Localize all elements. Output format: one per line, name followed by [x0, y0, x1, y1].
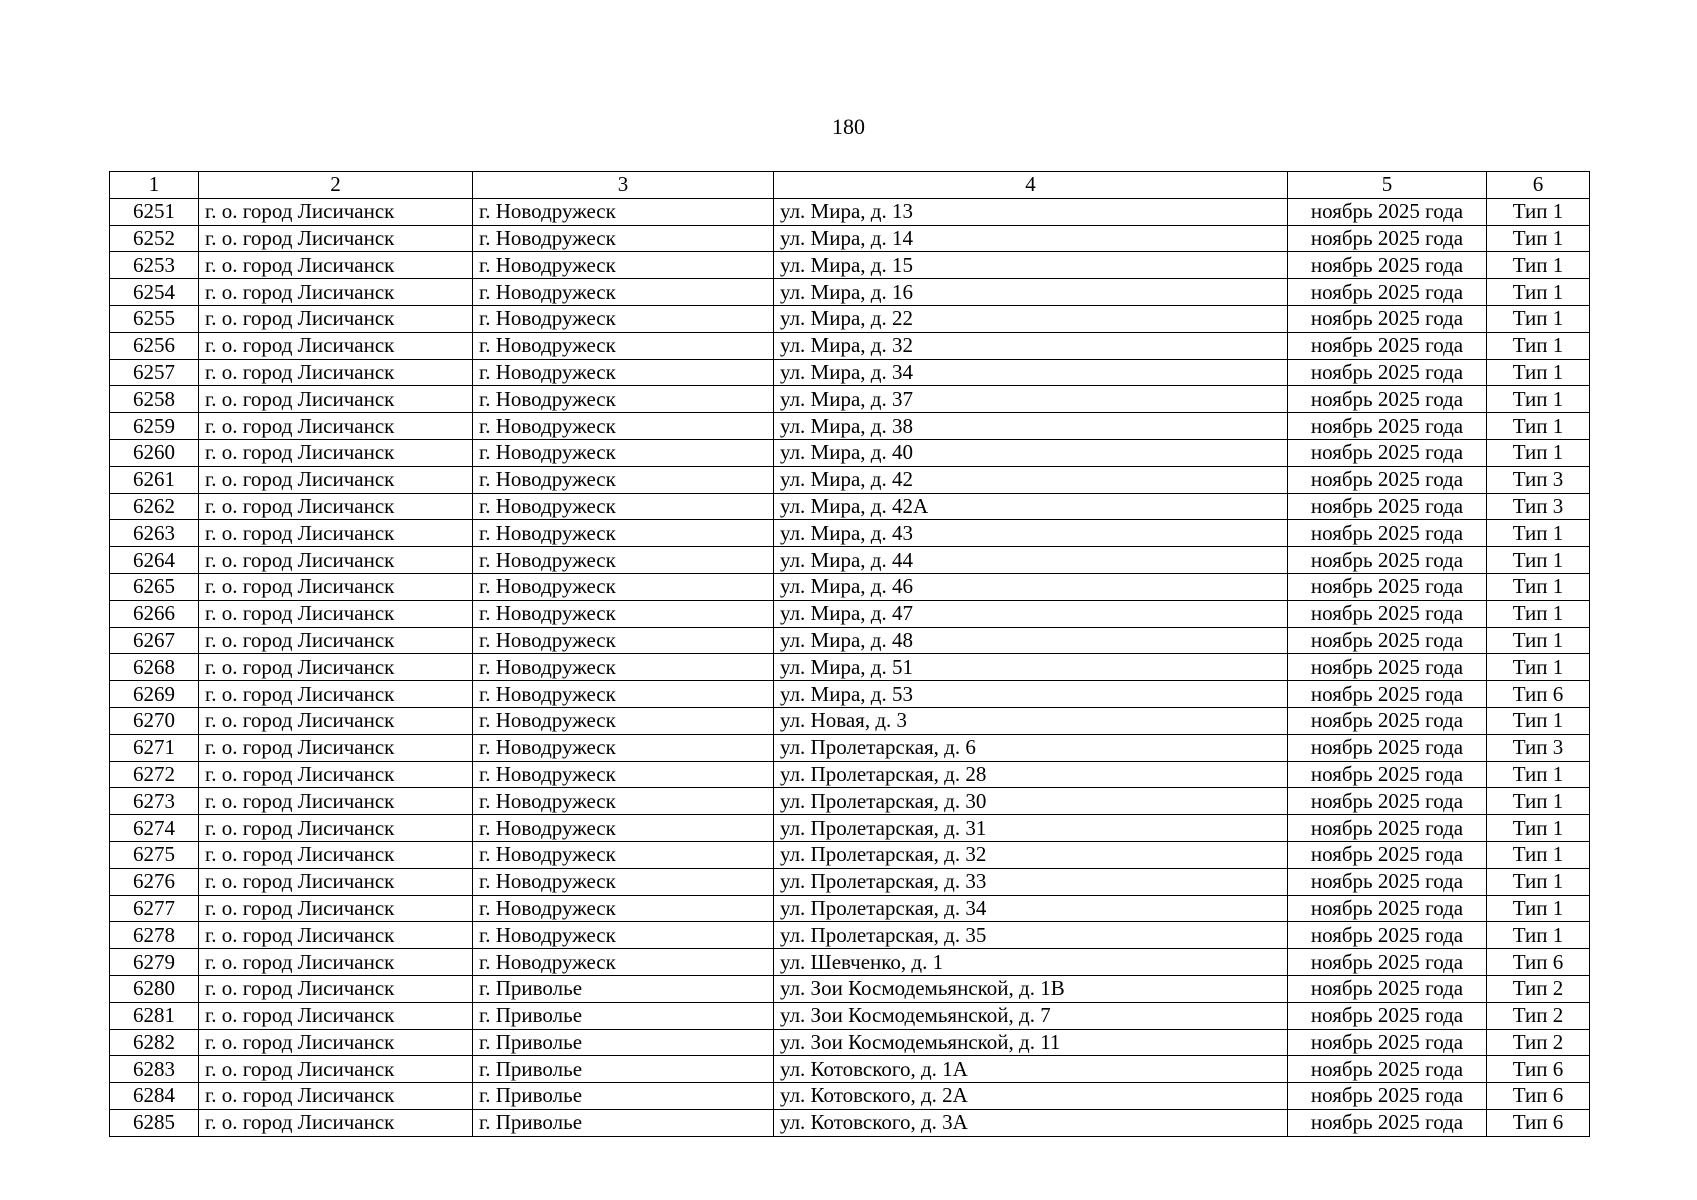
address-cell: ул. Пролетарская, д. 31: [774, 815, 1288, 842]
address-cell: ул. Мира, д. 53: [774, 681, 1288, 708]
municipality-cell: г. о. город Лисичанск: [199, 895, 473, 922]
deadline-cell: ноябрь 2025 года: [1288, 600, 1487, 627]
settlement-cell: г. Приволье: [473, 975, 774, 1002]
municipality-cell: г. о. город Лисичанск: [199, 681, 473, 708]
deadline-cell: ноябрь 2025 года: [1288, 922, 1487, 949]
type-cell: Тип 1: [1487, 198, 1590, 225]
type-cell: Тип 2: [1487, 975, 1590, 1002]
deadline-cell: ноябрь 2025 года: [1288, 520, 1487, 547]
address-cell: ул. Пролетарская, д. 28: [774, 761, 1288, 788]
row-number: 6274: [110, 815, 199, 842]
table-row: [110, 1083, 1590, 1110]
municipality-cell: г. о. город Лисичанск: [199, 520, 473, 547]
settlement-cell: г. Новодружеск: [473, 841, 774, 868]
address-cell: ул. Зои Космодемьянской, д. 7: [774, 1002, 1288, 1029]
row-number: 6283: [110, 1056, 199, 1083]
settlement-cell: г. Новодружеск: [473, 279, 774, 306]
table-row: [110, 332, 1590, 359]
deadline-cell: ноябрь 2025 года: [1288, 707, 1487, 734]
municipality-cell: г. о. город Лисичанск: [199, 707, 473, 734]
type-cell: Тип 1: [1487, 573, 1590, 600]
municipality-cell: г. о. город Лисичанск: [199, 493, 473, 520]
table-row: [110, 305, 1590, 332]
deadline-cell: ноябрь 2025 года: [1288, 895, 1487, 922]
type-cell: Тип 1: [1487, 547, 1590, 574]
deadline-cell: ноябрь 2025 года: [1288, 386, 1487, 413]
type-cell: Тип 1: [1487, 707, 1590, 734]
table-row: [110, 493, 1590, 520]
row-number: 6262: [110, 493, 199, 520]
row-number: 6265: [110, 573, 199, 600]
settlement-cell: г. Приволье: [473, 1056, 774, 1083]
settlement-cell: г. Новодружеск: [473, 707, 774, 734]
municipality-cell: г. о. город Лисичанск: [199, 359, 473, 386]
settlement-cell: г. Новодружеск: [473, 359, 774, 386]
type-cell: Тип 3: [1487, 493, 1590, 520]
row-number: 6261: [110, 466, 199, 493]
type-cell: Тип 1: [1487, 332, 1590, 359]
row-number: 6260: [110, 439, 199, 466]
type-cell: Тип 1: [1487, 305, 1590, 332]
row-number: 6254: [110, 279, 199, 306]
municipality-cell: г. о. город Лисичанск: [199, 386, 473, 413]
row-number: 6259: [110, 413, 199, 440]
row-number: 6282: [110, 1029, 199, 1056]
type-cell: Тип 6: [1487, 1056, 1590, 1083]
deadline-cell: ноябрь 2025 года: [1288, 279, 1487, 306]
table-row: [110, 600, 1590, 627]
deadline-cell: ноябрь 2025 года: [1288, 788, 1487, 815]
type-cell: Тип 1: [1487, 654, 1590, 681]
municipality-cell: г. о. город Лисичанск: [199, 1056, 473, 1083]
address-cell: ул. Шевченко, д. 1: [774, 949, 1288, 976]
municipality-cell: г. о. город Лисичанск: [199, 1002, 473, 1029]
type-cell: Тип 1: [1487, 788, 1590, 815]
row-number: 6281: [110, 1002, 199, 1029]
table-row: [110, 547, 1590, 574]
row-number: 6285: [110, 1109, 199, 1136]
row-number: 6256: [110, 332, 199, 359]
table-row: [110, 252, 1590, 279]
settlement-cell: г. Новодружеск: [473, 305, 774, 332]
row-number: 6257: [110, 359, 199, 386]
table-row: [110, 815, 1590, 842]
table-row: [110, 573, 1590, 600]
column-header: 2: [199, 172, 473, 199]
row-number: 6284: [110, 1083, 199, 1110]
municipality-cell: г. о. город Лисичанск: [199, 788, 473, 815]
type-cell: Тип 1: [1487, 413, 1590, 440]
settlement-cell: г. Новодружеск: [473, 654, 774, 681]
address-cell: ул. Мира, д. 14: [774, 225, 1288, 252]
address-cell: ул. Мира, д. 51: [774, 654, 1288, 681]
type-cell: Тип 1: [1487, 841, 1590, 868]
type-cell: Тип 6: [1487, 949, 1590, 976]
address-cell: ул. Зои Космодемьянской, д. 1В: [774, 975, 1288, 1002]
settlement-cell: г. Новодружеск: [473, 868, 774, 895]
address-cell: ул. Мира, д. 38: [774, 413, 1288, 440]
address-cell: ул. Мира, д. 43: [774, 520, 1288, 547]
table-row: [110, 975, 1590, 1002]
municipality-cell: г. о. город Лисичанск: [199, 1109, 473, 1136]
table-row: [110, 359, 1590, 386]
address-cell: ул. Мира, д. 42А: [774, 493, 1288, 520]
row-number: 6258: [110, 386, 199, 413]
deadline-cell: ноябрь 2025 года: [1288, 252, 1487, 279]
deadline-cell: ноябрь 2025 года: [1288, 573, 1487, 600]
settlement-cell: г. Новодружеск: [473, 761, 774, 788]
settlement-cell: г. Приволье: [473, 1029, 774, 1056]
municipality-cell: г. о. город Лисичанск: [199, 922, 473, 949]
settlement-cell: г. Новодружеск: [473, 895, 774, 922]
type-cell: Тип 6: [1487, 1109, 1590, 1136]
type-cell: Тип 3: [1487, 734, 1590, 761]
address-cell: ул. Мира, д. 44: [774, 547, 1288, 574]
table-row: [110, 466, 1590, 493]
row-number: 6268: [110, 654, 199, 681]
deadline-cell: ноябрь 2025 года: [1288, 841, 1487, 868]
row-number: 6263: [110, 520, 199, 547]
deadline-cell: ноябрь 2025 года: [1288, 949, 1487, 976]
table-row: [110, 949, 1590, 976]
type-cell: Тип 1: [1487, 815, 1590, 842]
address-cell: ул. Котовского, д. 1А: [774, 1056, 1288, 1083]
type-cell: Тип 2: [1487, 1002, 1590, 1029]
type-cell: Тип 1: [1487, 922, 1590, 949]
address-cell: ул. Мира, д. 34: [774, 359, 1288, 386]
settlement-cell: г. Новодружеск: [473, 332, 774, 359]
settlement-cell: г. Новодружеск: [473, 493, 774, 520]
settlement-cell: г. Новодружеск: [473, 466, 774, 493]
type-cell: Тип 1: [1487, 279, 1590, 306]
table-row: [110, 198, 1590, 225]
row-number: 6279: [110, 949, 199, 976]
municipality-cell: г. о. город Лисичанск: [199, 332, 473, 359]
address-cell: ул. Мира, д. 37: [774, 386, 1288, 413]
deadline-cell: ноябрь 2025 года: [1288, 305, 1487, 332]
type-cell: Тип 1: [1487, 895, 1590, 922]
table-row: [110, 654, 1590, 681]
municipality-cell: г. о. город Лисичанск: [199, 654, 473, 681]
settlement-cell: г. Новодружеск: [473, 520, 774, 547]
table-row: [110, 520, 1590, 547]
settlement-cell: г. Новодружеск: [473, 439, 774, 466]
deadline-cell: ноябрь 2025 года: [1288, 1002, 1487, 1029]
municipality-cell: г. о. город Лисичанск: [199, 413, 473, 440]
type-cell: Тип 1: [1487, 520, 1590, 547]
address-cell: ул. Котовского, д. 3А: [774, 1109, 1288, 1136]
type-cell: Тип 1: [1487, 359, 1590, 386]
municipality-cell: г. о. город Лисичанск: [199, 198, 473, 225]
type-cell: Тип 3: [1487, 466, 1590, 493]
row-number: 6266: [110, 600, 199, 627]
municipality-cell: г. о. город Лисичанск: [199, 627, 473, 654]
deadline-cell: ноябрь 2025 года: [1288, 761, 1487, 788]
address-cell: ул. Пролетарская, д. 34: [774, 895, 1288, 922]
deadline-cell: ноябрь 2025 года: [1288, 359, 1487, 386]
settlement-cell: г. Новодружеск: [473, 815, 774, 842]
table-row: [110, 868, 1590, 895]
row-number: 6253: [110, 252, 199, 279]
deadline-cell: ноябрь 2025 года: [1288, 547, 1487, 574]
address-cell: ул. Мира, д. 42: [774, 466, 1288, 493]
deadline-cell: ноябрь 2025 года: [1288, 413, 1487, 440]
column-header: 4: [774, 172, 1288, 199]
row-number: 6267: [110, 627, 199, 654]
row-number: 6273: [110, 788, 199, 815]
address-cell: ул. Пролетарская, д. 30: [774, 788, 1288, 815]
table-row: [110, 1109, 1590, 1136]
deadline-cell: ноябрь 2025 года: [1288, 466, 1487, 493]
table-body: [110, 198, 1590, 1136]
settlement-cell: г. Новодружеск: [473, 949, 774, 976]
table-row: [110, 895, 1590, 922]
settlement-cell: г. Новодружеск: [473, 627, 774, 654]
row-number: 6269: [110, 681, 199, 708]
deadline-cell: ноябрь 2025 года: [1288, 654, 1487, 681]
municipality-cell: г. о. город Лисичанск: [199, 439, 473, 466]
deadline-cell: ноябрь 2025 года: [1288, 734, 1487, 761]
deadline-cell: ноябрь 2025 года: [1288, 332, 1487, 359]
type-cell: Тип 6: [1487, 681, 1590, 708]
municipality-cell: г. о. город Лисичанск: [199, 573, 473, 600]
column-header: 1: [110, 172, 199, 199]
municipality-cell: г. о. город Лисичанск: [199, 279, 473, 306]
address-table: [109, 171, 1590, 1137]
municipality-cell: г. о. город Лисичанск: [199, 761, 473, 788]
municipality-cell: г. о. город Лисичанск: [199, 868, 473, 895]
address-cell: ул. Зои Космодемьянской, д. 11: [774, 1029, 1288, 1056]
row-number: 6252: [110, 225, 199, 252]
table-row: [110, 841, 1590, 868]
address-cell: ул. Мира, д. 40: [774, 439, 1288, 466]
settlement-cell: г. Приволье: [473, 1109, 774, 1136]
settlement-cell: г. Новодружеск: [473, 600, 774, 627]
type-cell: Тип 1: [1487, 252, 1590, 279]
settlement-cell: г. Новодружеск: [473, 386, 774, 413]
table-header-row: [110, 172, 1590, 199]
address-cell: ул. Новая, д. 3: [774, 707, 1288, 734]
address-cell: ул. Мира, д. 22: [774, 305, 1288, 332]
row-number: 6272: [110, 761, 199, 788]
type-cell: Тип 1: [1487, 600, 1590, 627]
settlement-cell: г. Новодружеск: [473, 573, 774, 600]
row-number: 6251: [110, 198, 199, 225]
municipality-cell: г. о. город Лисичанск: [199, 841, 473, 868]
municipality-cell: г. о. город Лисичанск: [199, 949, 473, 976]
type-cell: Тип 1: [1487, 868, 1590, 895]
address-cell: ул. Мира, д. 48: [774, 627, 1288, 654]
deadline-cell: ноябрь 2025 года: [1288, 815, 1487, 842]
address-cell: ул. Мира, д. 16: [774, 279, 1288, 306]
type-cell: Тип 1: [1487, 439, 1590, 466]
deadline-cell: ноябрь 2025 года: [1288, 975, 1487, 1002]
table-row: [110, 788, 1590, 815]
address-cell: ул. Мира, д. 47: [774, 600, 1288, 627]
address-cell: ул. Пролетарская, д. 32: [774, 841, 1288, 868]
deadline-cell: ноябрь 2025 года: [1288, 493, 1487, 520]
address-cell: ул. Пролетарская, д. 6: [774, 734, 1288, 761]
row-number: 6255: [110, 305, 199, 332]
municipality-cell: г. о. город Лисичанск: [199, 252, 473, 279]
type-cell: Тип 2: [1487, 1029, 1590, 1056]
table-row: [110, 439, 1590, 466]
address-cell: ул. Мира, д. 13: [774, 198, 1288, 225]
municipality-cell: г. о. город Лисичанск: [199, 305, 473, 332]
table-row: [110, 922, 1590, 949]
table-row: [110, 761, 1590, 788]
row-number: 6280: [110, 975, 199, 1002]
deadline-cell: ноябрь 2025 года: [1288, 1029, 1487, 1056]
settlement-cell: г. Новодружеск: [473, 734, 774, 761]
municipality-cell: г. о. город Лисичанск: [199, 975, 473, 1002]
municipality-cell: г. о. город Лисичанск: [199, 547, 473, 574]
settlement-cell: г. Новодружеск: [473, 225, 774, 252]
deadline-cell: ноябрь 2025 года: [1288, 627, 1487, 654]
row-number: 6271: [110, 734, 199, 761]
column-header: 5: [1288, 172, 1487, 199]
row-number: 6276: [110, 868, 199, 895]
deadline-cell: ноябрь 2025 года: [1288, 1056, 1487, 1083]
table-row: [110, 386, 1590, 413]
municipality-cell: г. о. город Лисичанск: [199, 600, 473, 627]
table-row: [110, 734, 1590, 761]
row-number: 6278: [110, 922, 199, 949]
type-cell: Тип 1: [1487, 627, 1590, 654]
column-header: 3: [473, 172, 774, 199]
address-cell: ул. Мира, д. 15: [774, 252, 1288, 279]
settlement-cell: г. Новодружеск: [473, 788, 774, 815]
table-row: [110, 1029, 1590, 1056]
row-number: 6264: [110, 547, 199, 574]
address-cell: ул. Пролетарская, д. 35: [774, 922, 1288, 949]
table-row: [110, 1056, 1590, 1083]
table-row: [110, 627, 1590, 654]
deadline-cell: ноябрь 2025 года: [1288, 1109, 1487, 1136]
settlement-cell: г. Новодружеск: [473, 413, 774, 440]
type-cell: Тип 6: [1487, 1083, 1590, 1110]
type-cell: Тип 1: [1487, 761, 1590, 788]
row-number: 6270: [110, 707, 199, 734]
address-cell: ул. Мира, д. 46: [774, 573, 1288, 600]
table-row: [110, 413, 1590, 440]
municipality-cell: г. о. город Лисичанск: [199, 815, 473, 842]
table-row: [110, 279, 1590, 306]
settlement-cell: г. Новодружеск: [473, 198, 774, 225]
deadline-cell: ноябрь 2025 года: [1288, 198, 1487, 225]
table-row: [110, 225, 1590, 252]
settlement-cell: г. Новодружеск: [473, 681, 774, 708]
address-cell: ул. Мира, д. 32: [774, 332, 1288, 359]
settlement-cell: г. Приволье: [473, 1083, 774, 1110]
table-row: [110, 707, 1590, 734]
row-number: 6275: [110, 841, 199, 868]
deadline-cell: ноябрь 2025 года: [1288, 439, 1487, 466]
deadline-cell: ноябрь 2025 года: [1288, 1083, 1487, 1110]
municipality-cell: г. о. город Лисичанск: [199, 734, 473, 761]
column-header: 6: [1487, 172, 1590, 199]
deadline-cell: ноябрь 2025 года: [1288, 225, 1487, 252]
settlement-cell: г. Новодружеск: [473, 922, 774, 949]
address-cell: ул. Пролетарская, д. 33: [774, 868, 1288, 895]
deadline-cell: ноябрь 2025 года: [1288, 681, 1487, 708]
municipality-cell: г. о. город Лисичанск: [199, 1029, 473, 1056]
settlement-cell: г. Новодружеск: [473, 252, 774, 279]
table-row: [110, 681, 1590, 708]
page-number: 180: [832, 114, 865, 139]
row-number: 6277: [110, 895, 199, 922]
deadline-cell: ноябрь 2025 года: [1288, 868, 1487, 895]
address-cell: ул. Котовского, д. 2А: [774, 1083, 1288, 1110]
type-cell: Тип 1: [1487, 225, 1590, 252]
municipality-cell: г. о. город Лисичанск: [199, 466, 473, 493]
municipality-cell: г. о. город Лисичанск: [199, 225, 473, 252]
settlement-cell: г. Приволье: [473, 1002, 774, 1029]
type-cell: Тип 1: [1487, 386, 1590, 413]
table-row: [110, 1002, 1590, 1029]
municipality-cell: г. о. город Лисичанск: [199, 1083, 473, 1110]
settlement-cell: г. Новодружеск: [473, 547, 774, 574]
